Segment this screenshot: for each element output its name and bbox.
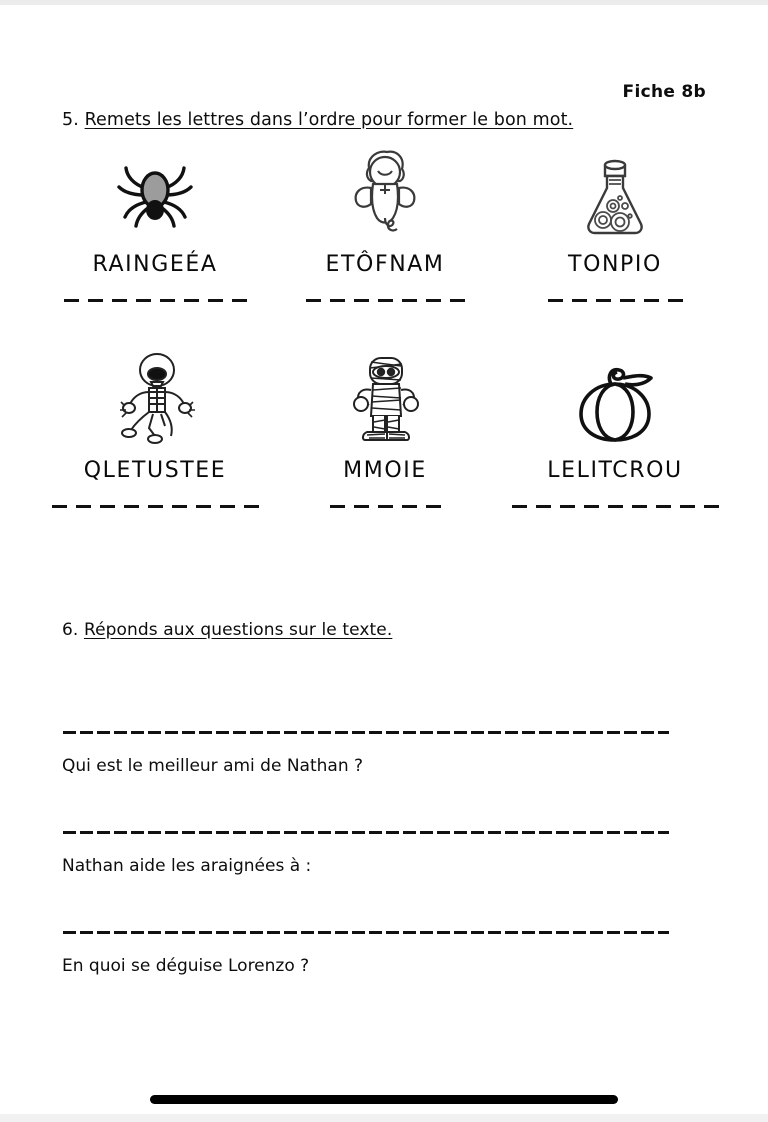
question-3: En quoi se déguise Lorenzo ? <box>62 956 310 976</box>
question-1: Qui est le meilleur ami de Nathan ? <box>62 756 364 776</box>
pumpkin-icon <box>567 352 663 444</box>
exercise6-number: 6. <box>62 620 79 640</box>
scramble-item-spider <box>40 146 270 302</box>
scramble-item-potion <box>500 146 730 302</box>
spider-icon <box>115 146 195 238</box>
fiche-label: Fiche 8b <box>622 82 706 102</box>
potion-icon <box>578 146 652 238</box>
scrambled-word: MMOIE <box>343 458 427 483</box>
answer-dashes-potion[interactable] <box>548 299 683 302</box>
scramble-row-1 <box>40 146 730 302</box>
scrambled-word: ETÔFNAM <box>325 252 445 277</box>
scramble-row-2 <box>40 352 730 508</box>
scrambled-word: RAINGEÉA <box>92 252 218 277</box>
scrambled-word: QLETUSTEE <box>83 458 227 483</box>
question-2: Nathan aide les araignées à : <box>62 856 312 876</box>
scrambled-word: TONPIO <box>568 252 662 277</box>
exercise5-instruction-text: Remets les lettres dans l’ordre pour former le bon mot. <box>84 110 574 130</box>
exercise6-instruction <box>62 620 392 640</box>
scramble-item-skeleton <box>40 352 270 508</box>
answer-dashes-pumpkin[interactable] <box>512 505 719 508</box>
answer-line-3[interactable] <box>63 931 669 934</box>
answer-dashes-mummy[interactable] <box>330 505 441 508</box>
ghost-icon <box>347 146 423 238</box>
scrambled-word: LELITCROU <box>547 458 683 483</box>
home-indicator[interactable] <box>150 1095 618 1104</box>
scramble-item-ghost <box>270 146 500 302</box>
exercise5-number: 5. <box>62 110 79 130</box>
mummy-icon <box>345 352 425 444</box>
answer-dashes-ghost[interactable] <box>306 299 465 302</box>
scramble-item-pumpkin <box>500 352 730 508</box>
exercise6-instruction-text: Réponds aux questions sur le texte. <box>83 620 393 640</box>
scramble-item-mummy <box>270 352 500 508</box>
bottom-strip <box>0 1114 768 1122</box>
answer-dashes-spider[interactable] <box>64 299 247 302</box>
skeleton-icon <box>113 352 197 444</box>
exercise5-instruction <box>62 110 573 130</box>
answer-dashes-skeleton[interactable] <box>52 505 259 508</box>
answer-line-2[interactable] <box>63 831 669 834</box>
status-bar-strip <box>0 0 768 5</box>
answer-line-1[interactable] <box>63 731 669 734</box>
